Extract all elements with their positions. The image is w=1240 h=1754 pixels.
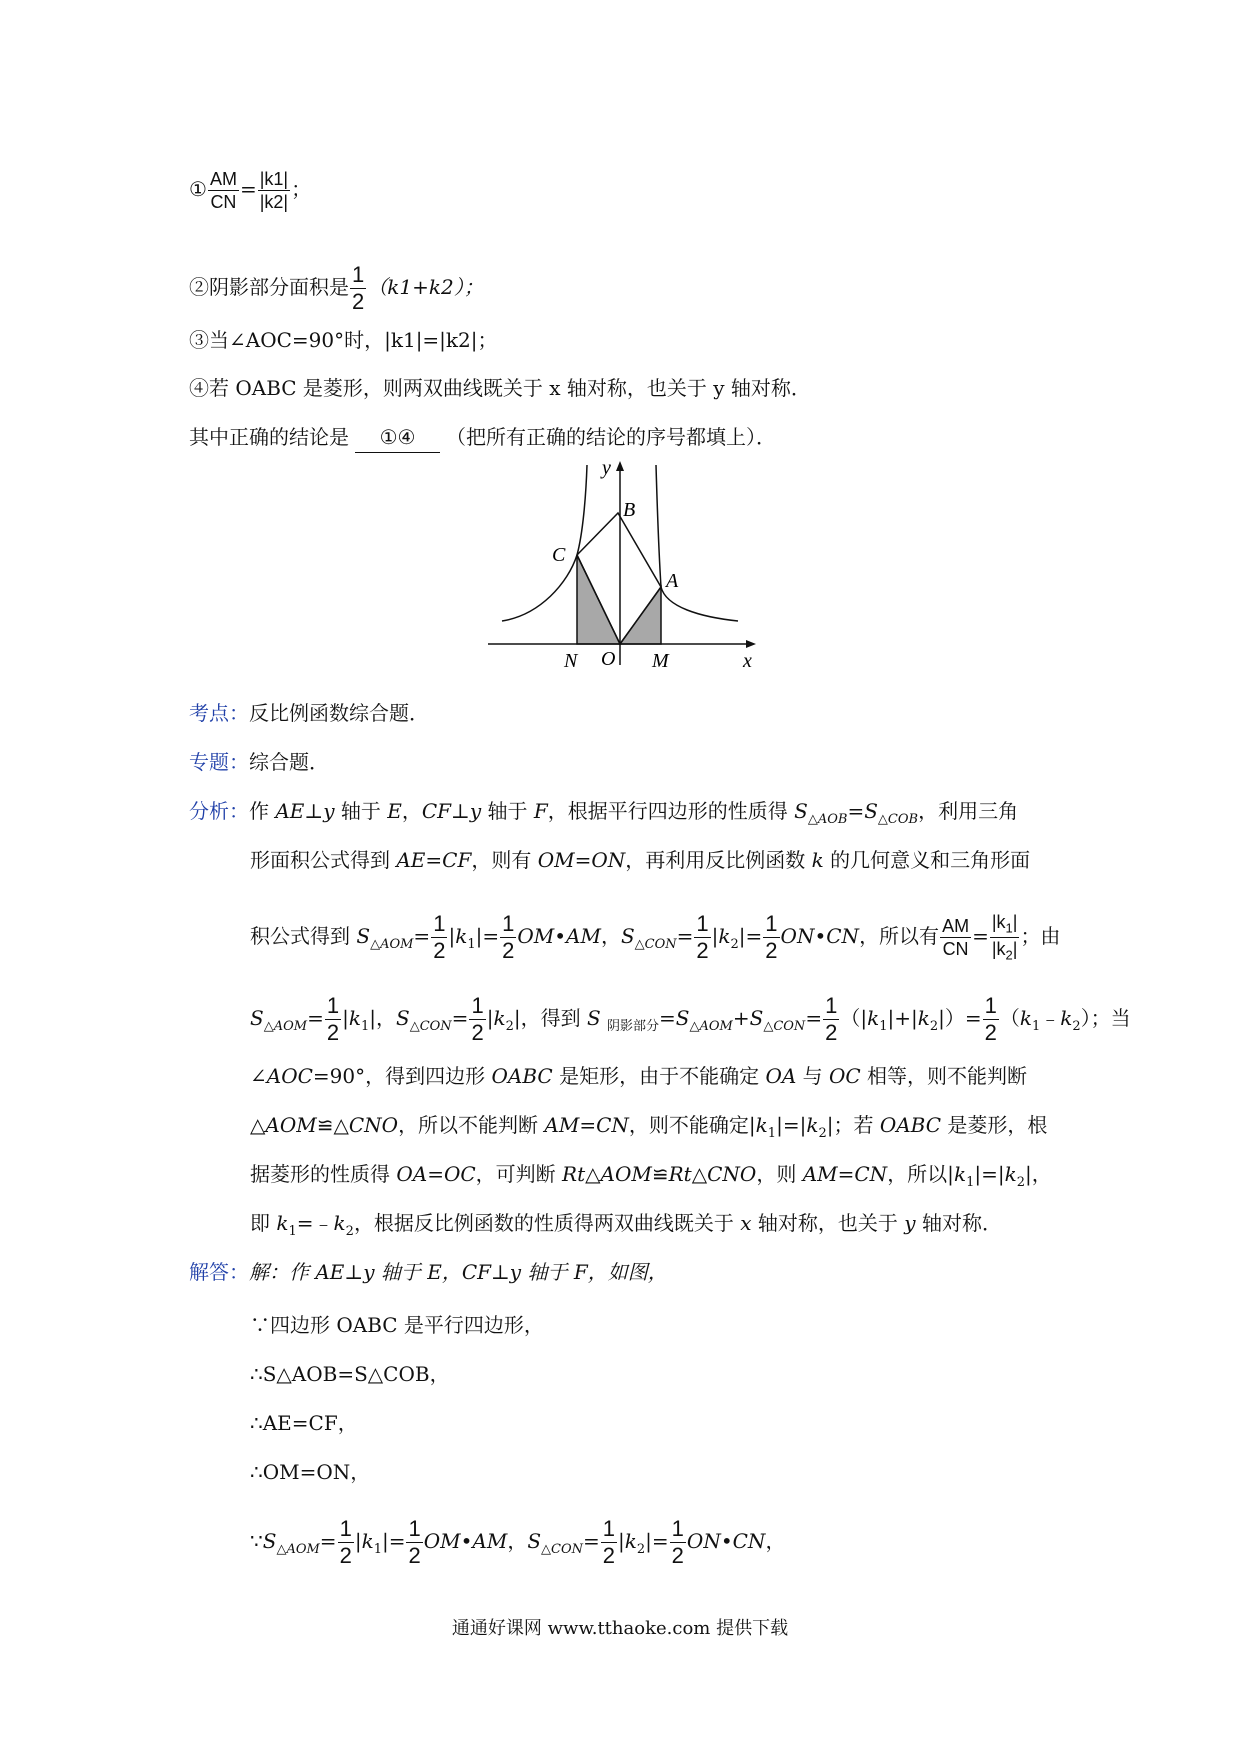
kaodian-label: 考点： [189, 701, 249, 725]
jieda-step-5: $\because S_{\triangle AOM}=$ $\frac{1}{2}$ $|k_1|=$ $\frac{1}{2}$ OM•AM，$S_{\triangle CON}=$ $\frac{1}{2}$ $|k_2|=$ $\frac{1}{2}$ ON•CN， [250, 1516, 786, 1568]
answer-blank: ①④ [355, 422, 440, 453]
fenxi-label: 分析： [189, 799, 249, 823]
statement-2: ②阴影部分面积是 $\frac{1}{2}$ （k1+k2）； [189, 262, 484, 314]
x-axis-arrow [746, 640, 756, 648]
jieda-line-1: 解答：解：作 AE⊥y 轴于 E，CF⊥y 轴于 F，如图， [189, 1260, 668, 1284]
label-c: C [552, 544, 566, 566]
fenxi-line-4: $S_{\triangle AOM}=$ $\frac{1}{2}$ $|k_1|$，$S_{\triangle CON}=$ $\frac{1}{2}$ $|k_2|$，得到 S $_{阴影部分}=S_{\triangle AOM}+S_{\triangle CON}=$ $\frac{1}{2}$ $(|k_1|+|k_2|)=$ $\frac{1}{2}$ $(k_1﹣k_2)$；当 [250, 993, 1131, 1045]
kaodian-line: 考点：反比例函数综合题． [189, 701, 429, 725]
jieda-step-2: ∴S△AOB=S△COB， [250, 1362, 450, 1386]
jieda-step-3: ∴AE=CF， [250, 1411, 358, 1435]
fenxi-line-7: 据菱形的性质得 OA=OC，可判断 Rt△AOM≌Rt△CNO，则 AM=CN，所以$|k_1|=|k_2|$， [250, 1162, 1052, 1190]
statement-number: ① [189, 177, 207, 201]
fraction-k1-k2: $\frac{|k1|}{|k2|}$ [259, 169, 289, 212]
label-a: A [666, 570, 679, 592]
jieda-step-1: ∵四边形 OABC 是平行四边形， [250, 1313, 544, 1337]
jieda-label: 解答： [189, 1260, 249, 1284]
hyperbola-left-branch [502, 465, 587, 621]
statement-1: ① $\frac{AM}{CN}$ = $\frac{|k1|}{|k2|}$ ； [189, 169, 312, 212]
fenxi-line-5: ∠AOC=90°，得到四边形 OABC 是矩形，由于不能确定 OA 与 OC 相等，则不能判断 [250, 1064, 1028, 1088]
fenxi-line-2: 形面积公式得到 AE=CF，则有 OM=ON，再利用反比例函数 k 的几何意义和三角形面 [250, 848, 1031, 872]
label-o: O [601, 648, 616, 670]
jieda-step-4: ∴OM=ON， [250, 1460, 371, 1484]
statement-3: ③当∠AOC=90°时，|k1|=|k2|； [189, 328, 498, 352]
zhuanti-label: 专题： [189, 750, 249, 774]
label-y: y [602, 457, 611, 479]
statement-4: ④若 OABC 是菱形，则两双曲线既关于 x 轴对称，也关于 y 轴对称． [189, 376, 811, 400]
fenxi-line-6: △AOM≌△CNO，所以不能判断 AM=CN，则不能确定$|k_1|=|k_2|$；若 OABC 是菱形，根 [250, 1113, 1048, 1141]
fenxi-line-3: 积公式得到 $S_{\triangle AOM}=$ $\frac{1}{2}$ $|k_1|=$ $\frac{1}{2}$ OM•AM，$S_{\triangle CON}=$ $\frac{1}{2}$ $|k_2|=$ $\frac{1}{2}$ ON•CN，所以有 $\frac{AM}{CN}$ = $\frac{|k_1|}{|k_2|}$ ；由 [250, 911, 1061, 963]
fraction-half: $\frac{1}{2}$ [352, 262, 365, 314]
label-b: B [623, 499, 636, 521]
label-m: M [652, 650, 669, 670]
fenxi-line-8: 即 $k_1=﹣k_2$，根据反比例函数的性质得两双曲线既关于 x 轴对称，也关于 y 轴对称． [250, 1211, 1002, 1239]
label-n: N [564, 650, 578, 670]
hyperbola-right-branch [656, 465, 738, 621]
y-axis-arrow [616, 461, 624, 471]
hyperbola-figure [480, 455, 770, 670]
conclusion-line: 其中正确的结论是 ①④ （把所有正确的结论的序号都填上）． [189, 422, 776, 453]
zhuanti-line: 专题：综合题． [189, 750, 329, 774]
page-footer: 通通好课网 www.tthaoke.com 提供下载 [451, 1618, 789, 1639]
label-x: x [743, 650, 752, 670]
fraction-am-cn: $\frac{AM}{CN}$ [209, 169, 237, 212]
fenxi-line-1: 分析：作 AE⊥y 轴于 E，CF⊥y 轴于 F，根据平行四边形的性质得 $S_{\triangle AOB}=S_{\triangle COB}$，利用三角 [189, 799, 1019, 827]
